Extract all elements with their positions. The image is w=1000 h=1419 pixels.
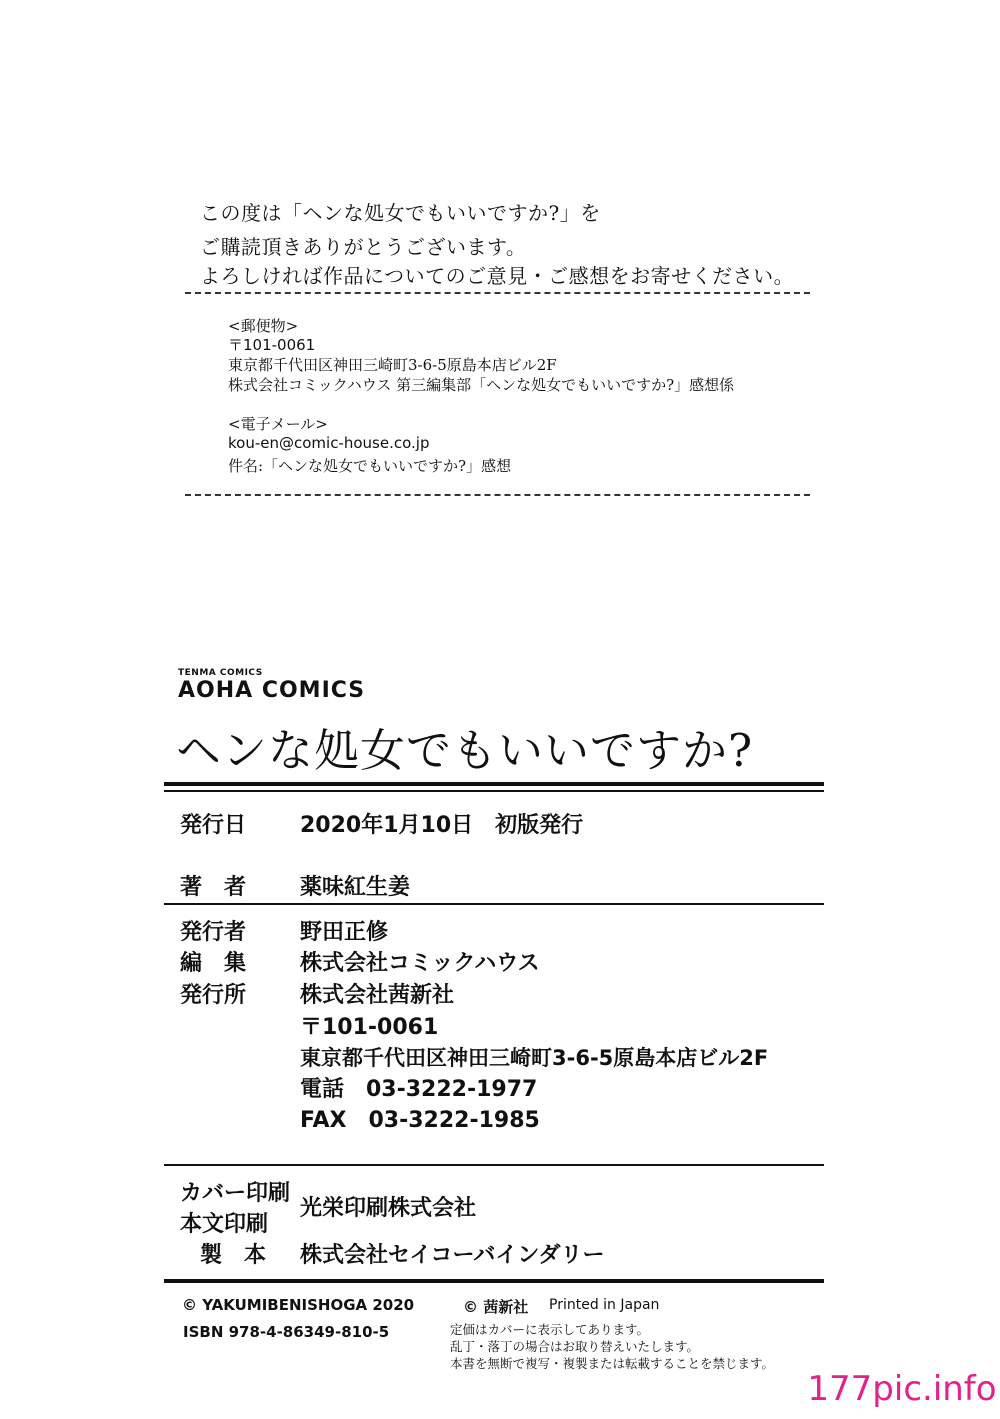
mail-address: 東京都千代田区神田三崎町3-6-5原島本店ビル2F xyxy=(228,356,557,374)
watermark-text: 177pic.info xyxy=(807,1369,997,1409)
imprint-label-small: TENMA COMICS xyxy=(178,668,263,678)
cover-print-label: カバー印刷 xyxy=(180,1181,291,1206)
rule-before-printer xyxy=(164,1164,824,1166)
publisher-value: 野田正修 xyxy=(300,920,389,945)
mail-postal-code: 〒101-0061 xyxy=(228,336,316,354)
dashed-divider-top xyxy=(185,292,810,294)
office-fax: FAX 03-3222-1985 xyxy=(300,1108,540,1133)
thanks-line-3: よろしければ作品についてのご意見・ご感想をお寄せください。 xyxy=(200,264,795,288)
author-value: 薬味紅生姜 xyxy=(300,875,411,900)
rule-before-footer xyxy=(164,1279,824,1283)
email-heading: <電子メール> xyxy=(228,415,328,433)
binding-value: 株式会社セイコーバインダリー xyxy=(300,1243,605,1268)
rule-under-title xyxy=(164,782,824,786)
office-postal-code: 〒101-0061 xyxy=(300,1015,439,1040)
editor-label: 編 集 xyxy=(180,951,247,976)
publisher-label: 発行者 xyxy=(180,920,247,945)
printed-in: Printed in Japan xyxy=(549,1297,660,1313)
email-address: kou-en@comic-house.co.jp xyxy=(228,434,430,452)
issue-date-label: 発行日 xyxy=(180,813,247,838)
thanks-line-2: ご購読頂きありがとうございます。 xyxy=(200,235,527,259)
email-subject: 件名:「ヘンな処女でもいいですか?」感想 xyxy=(228,457,512,475)
office-address: 東京都千代田区神田三崎町3-6-5原島本店ビル2F xyxy=(300,1046,769,1070)
thanks-line-1: この度は「ヘンな処女でもいいですか?」を xyxy=(200,201,601,225)
body-print-label: 本文印刷 xyxy=(180,1212,269,1237)
office-label: 発行所 xyxy=(180,983,247,1008)
author-label: 著 者 xyxy=(180,875,247,900)
imprint-label: AOHA COMICS xyxy=(178,678,366,703)
issue-date-value: 2020年1月10日 初版発行 xyxy=(300,813,584,838)
mail-heading: <郵便物> xyxy=(228,317,299,335)
rule-under-title-thin xyxy=(164,790,824,792)
rule-after-author xyxy=(164,903,824,905)
editor-value: 株式会社コミックハウス xyxy=(300,951,540,976)
copyright-publisher: © 茜新社 xyxy=(463,1298,529,1316)
note-price: 定価はカバーに表示してあります。 xyxy=(450,1322,650,1337)
note-replacement: 乱丁・落丁の場合はお取り替えいたします。 xyxy=(450,1339,700,1354)
note-copy-prohibited: 本書を無断で複写・複製または転載することを禁じます。 xyxy=(450,1356,775,1371)
watermark xyxy=(804,1359,1000,1419)
dashed-divider-bottom xyxy=(185,494,810,496)
office-phone: 電話 03-3222-1977 xyxy=(300,1077,538,1102)
printer-value: 光栄印刷株式会社 xyxy=(300,1196,477,1221)
isbn: ISBN 978-4-86349-810-5 xyxy=(183,1323,390,1341)
binding-label: 製 本 xyxy=(200,1243,267,1268)
office-value: 株式会社茜新社 xyxy=(300,983,455,1008)
copyright-author: © YAKUMIBENISHOGA 2020 xyxy=(182,1296,415,1314)
book-title: ヘンな処女でもいいですか? xyxy=(176,724,754,777)
mail-recipient: 株式会社コミックハウス 第三編集部「ヘンな処女でもいいですか?」感想係 xyxy=(228,376,735,394)
